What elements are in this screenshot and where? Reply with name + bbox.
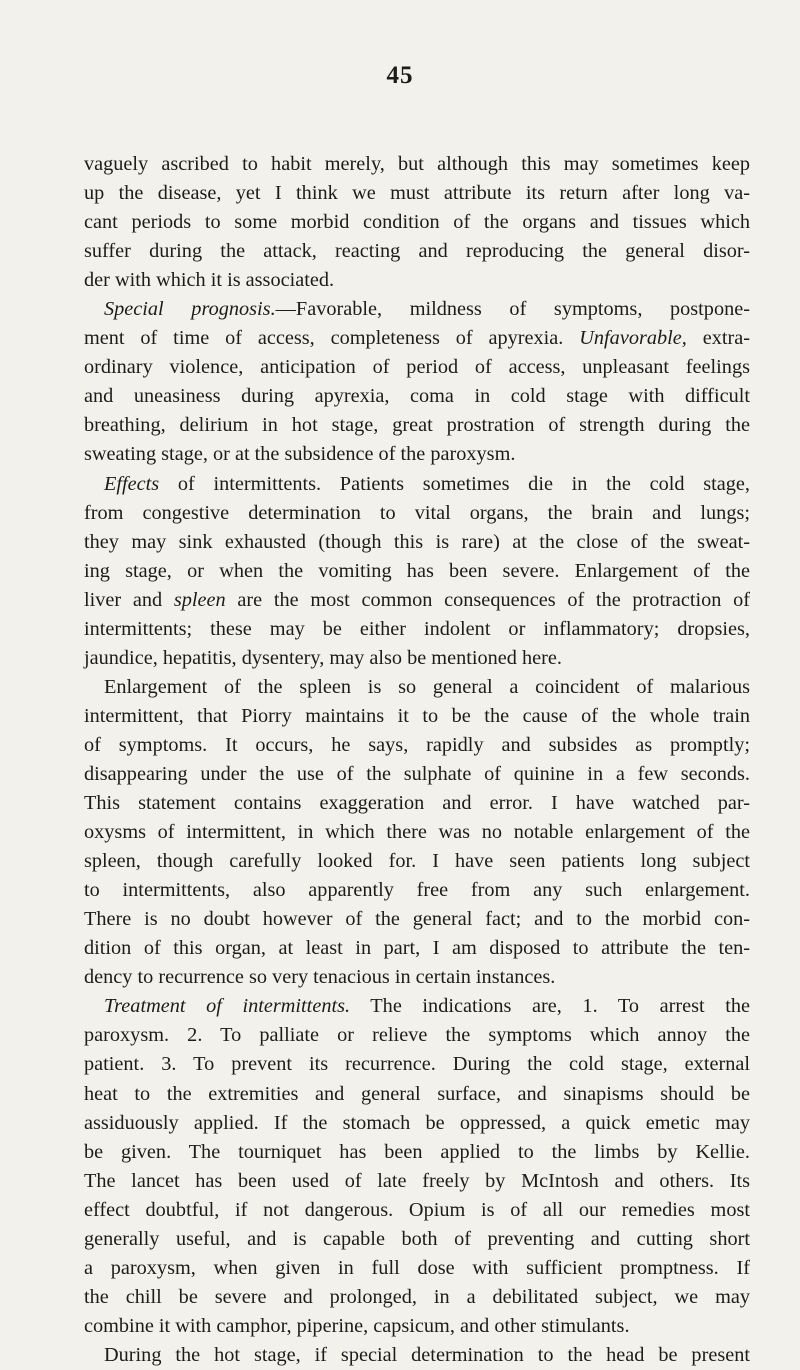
text-run: cant periods to some morbid condition of the organs and tissues which [84, 211, 750, 234]
text-line [84, 992, 750, 1021]
text-run: The indications are, 1. To arrest the [350, 995, 750, 1018]
text-run: up the disease, yet I think we must attribute its return after long va- [84, 182, 750, 205]
page-number: 45 [386, 62, 414, 89]
text-run: effect doubtful, if not dangerous. Opium is of all our remedies most [84, 1198, 750, 1221]
text-line [84, 382, 750, 411]
text-run: assiduously applied. If the stomach be oppressed, a quick emetic may [84, 1111, 750, 1134]
text-run: and uneasiness during apyrexia, coma in cold stage with difficult [84, 385, 750, 408]
text-line [84, 528, 750, 557]
text-run: During the hot stage, if special determination to the head be present [104, 1343, 750, 1366]
text-line [84, 324, 750, 353]
italic-phrase: Special prognosis. [104, 298, 276, 321]
text-run: The lancet has been used of late freely by McIntosh and others. Its [84, 1169, 750, 1192]
text-run: dition of this organ, at least in part, I am disposed to attribute the ten- [84, 937, 750, 960]
text-run: der with which it is associated. [84, 269, 335, 292]
text-run: the chill be severe and prolonged, in a debilitated subject, we may [84, 1285, 750, 1308]
text-run: oxysms of intermittent, in which there was no notable enlargement of the [84, 821, 750, 844]
text-line [84, 586, 750, 615]
text-line [84, 1196, 750, 1225]
text-line [84, 905, 750, 934]
text-line [84, 789, 750, 818]
text-line [84, 934, 750, 963]
text-run: are the most common consequences of the protraction of [225, 588, 750, 611]
italic-phrase: Effects [104, 472, 160, 495]
text-run: jaundice, hepatitis, dysentery, may also be mentioned here. [84, 646, 562, 669]
text-line [84, 237, 750, 266]
text-run: extra- [686, 327, 750, 350]
text-run: suffer during the attack, reacting and reproducing the general disor- [84, 240, 750, 263]
text-line [84, 1341, 750, 1370]
text-line [84, 557, 750, 586]
text-run: be given. The tourniquet has been applied to the limbs by Kellie. [84, 1140, 750, 1163]
text-line [84, 353, 750, 382]
text-line [84, 876, 750, 905]
text-line [84, 644, 750, 673]
text-line [84, 266, 750, 295]
text-line [84, 818, 750, 847]
text-run: liver and [84, 588, 174, 611]
text-run: generally useful, and is capable both of preventing and cutting short [84, 1227, 750, 1250]
text-run: intermittent, that Piorry maintains it to be the cause of the whole train [84, 704, 750, 727]
text-run: they may sink exhausted (though this is rare) at the close of the sweat- [84, 530, 750, 553]
text-run: spleen, though carefully looked for. I have seen patients long subject [84, 850, 750, 873]
text-line [84, 1050, 750, 1079]
italic-phrase: Treatment of intermittents. [104, 995, 351, 1018]
text-run: of intermittents. Patients sometimes die in the cold stage, [159, 472, 750, 495]
text-run: ordinary violence, anticipation of period of access, unpleasant feelings [84, 356, 750, 379]
text-run: of symptoms. It occurs, he says, rapidly and subsides as promptly; [84, 733, 750, 756]
text-run: heat to the extremities and general surface, and sinapisms should be [84, 1082, 750, 1105]
text-line [84, 1021, 750, 1050]
text-line [84, 1080, 750, 1109]
text-run: from congestive determination to vital organs, the brain and lungs; [84, 501, 750, 524]
text-run: patient. 3. To prevent its recurrence. During the cold stage, external [84, 1053, 750, 1076]
text-line [84, 673, 750, 702]
text-line [84, 1138, 750, 1167]
italic-phrase: Unfavorable, [579, 327, 687, 350]
text-line [84, 760, 750, 789]
text-line [84, 731, 750, 760]
text-line [84, 150, 750, 179]
text-run: ment of time of access, completeness of apyrexia. [84, 327, 580, 350]
text-line [84, 702, 750, 731]
text-line [84, 1312, 750, 1341]
text-line [84, 499, 750, 528]
text-line [84, 470, 750, 499]
text-line [84, 615, 750, 644]
text-run: vaguely ascribed to habit merely, but although this may sometimes keep [84, 153, 750, 175]
text-run: Enlargement of the spleen is so general a coincident of malarious [104, 675, 750, 698]
body-text [84, 150, 750, 1370]
text-run: paroxysm. 2. To palliate or relieve the symptoms which annoy the [84, 1024, 750, 1047]
text-line [84, 208, 750, 237]
italic-phrase: spleen [173, 588, 226, 611]
text-run: ing stage, or when the vomiting has been severe. Enlargement of the [84, 559, 750, 582]
text-run: disappearing under the use of the sulphate of quinine in a few seconds. [84, 762, 750, 785]
text-run: to intermittents, also apparently free from any such enlargement. [84, 879, 750, 902]
text-run: combine it with camphor, piperine, capsicum, and other stimulants. [84, 1314, 630, 1337]
text-run: This statement contains exaggeration and error. I have watched par- [84, 792, 750, 815]
text-line [84, 411, 750, 440]
text-line [84, 440, 750, 469]
text-line [84, 295, 750, 324]
text-line [84, 1167, 750, 1196]
text-line [84, 179, 750, 208]
text-line [84, 1254, 750, 1283]
text-line [84, 847, 750, 876]
text-run: intermittents; these may be either indolent or inflammatory; dropsies, [84, 617, 750, 640]
text-line [84, 1225, 750, 1254]
text-run: dency to recurrence so very tenacious in certain instances. [84, 966, 556, 989]
text-run: a paroxysm, when given in full dose with sufficient promptness. If [84, 1256, 750, 1279]
text-run: breathing, delirium in hot stage, great prostration of strength during the [84, 414, 750, 437]
text-run: There is no doubt however of the general fact; and to the morbid con- [84, 908, 750, 931]
text-line [84, 1109, 750, 1138]
text-run: —Favorable, mildness of symptoms, postpone- [275, 298, 750, 321]
text-line [84, 963, 750, 992]
text-line [84, 1283, 750, 1312]
text-run: sweating stage, or at the subsidence of the paroxysm. [84, 443, 516, 466]
